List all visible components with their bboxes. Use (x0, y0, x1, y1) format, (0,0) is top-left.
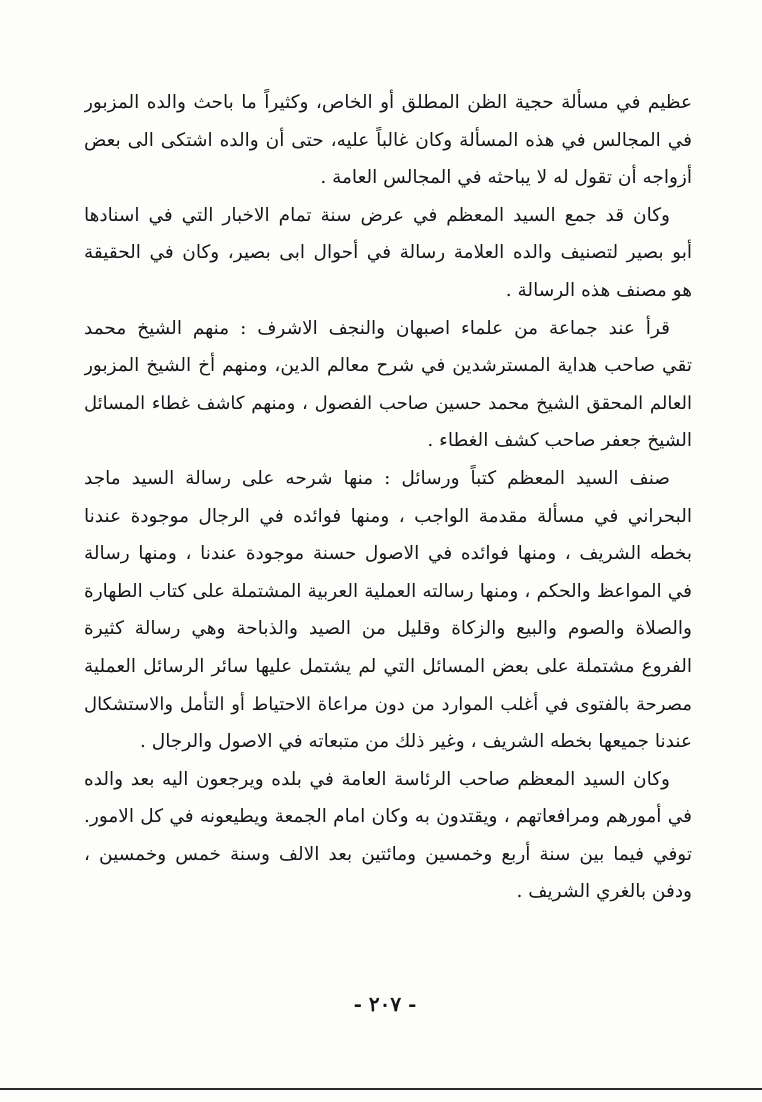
text-line: الفروع مشتملة على بعض المسائل التي لم يشتمل عليها سائر الرسائل العملية (84, 655, 692, 677)
text-line: وكان قد جمع السيد المعظم في عرض سنة تمام الاخبار التي في اسنادها (84, 204, 670, 226)
text-line: تقي صاحب هداية المسترشدين في شرح معالم الدين، ومنهم أخ الشيخ المزبور (84, 355, 692, 377)
text-line: في المواعظ والحكم ، ومنها رسالته العملية العربية المشتملة على كتاب الطهارة (84, 580, 692, 602)
text-line: صنف السيد المعظم كتباً ورسائل : منها شرحه على رسالة السيد ماجد (84, 467, 670, 489)
text-line: في أمورهم ومرافعاتهم ، ويقتدون به وكان امام الجمعة ويطيعونه في كل الامور. (84, 806, 692, 828)
body-text (84, 84, 692, 911)
paragraph-1 (84, 84, 692, 197)
text-line: بخطه الشريف ، ومنها فوائده في الاصول حسنة موجودة عندنا ، ومنها رسالة (84, 543, 692, 565)
paragraph-4 (84, 460, 692, 761)
text-line: مصرحة بالفتوى في أغلب الموارد من دون مراعاة الاحتياط أو التأمل والاستشكال (84, 693, 692, 715)
text-line: والصلاة والصوم والبيع والزكاة وقليل من الصيد والذباحة وهي رسالة كثيرة (84, 618, 692, 640)
text-line: عندنا جميعها بخطه الشريف ، وغير ذلك من متبعاته في الاصول والرجال . (140, 731, 692, 753)
paragraph-3 (84, 310, 692, 460)
text-line: عظيم في مسألة حجية الظن المطلق أو الخاص، وكثيراً ما باحث والده المزبور (84, 92, 692, 113)
text-line: في المجالس في هذه المسألة وكان غالباً عليه، حتى أن والده اشتكى الى بعض (84, 129, 692, 151)
text-line: هو مصنف هذه الرسالة . (505, 279, 692, 301)
text-line: قرأ عند جماعة من علماء اصبهان والنجف الاشرف : منهم الشيخ محمد (84, 317, 670, 339)
text-line: أبو بصير لتصنيف والده العلامة رسالة في أحوال ابى بصير، وكان في الحقيقة (84, 242, 692, 264)
text-line: الشيخ جعفر صاحب كشف الغطاء . (427, 430, 692, 452)
bottom-border (0, 1088, 762, 1090)
paragraph-2 (84, 197, 692, 310)
paragraph-5 (84, 761, 692, 911)
text-line: وكان السيد المعظم صاحب الرئاسة العامة في بلده ويرجعون اليه بعد والده (84, 768, 670, 790)
text-line: العالم المحقق الشيخ محمد حسين صاحب الفصول ، ومنهم كاشف غطاء المسائل (84, 392, 692, 414)
page-number: - ٢٠٧ - (353, 992, 417, 1016)
text-line: أزواجه أن تقول له لا يباحثه في المجالس العامة . (320, 167, 692, 189)
text-line: البحراني في مسألة مقدمة الواجب ، ومنها فوائده في الرجال موجودة عندنا (84, 505, 692, 527)
text-line: توفي فيما بين سنة أربع وخمسين ومائتين بعد الالف وسنة خمس وخمسين ، (84, 843, 692, 865)
text-line: ودفن بالغري الشريف . (516, 881, 692, 903)
